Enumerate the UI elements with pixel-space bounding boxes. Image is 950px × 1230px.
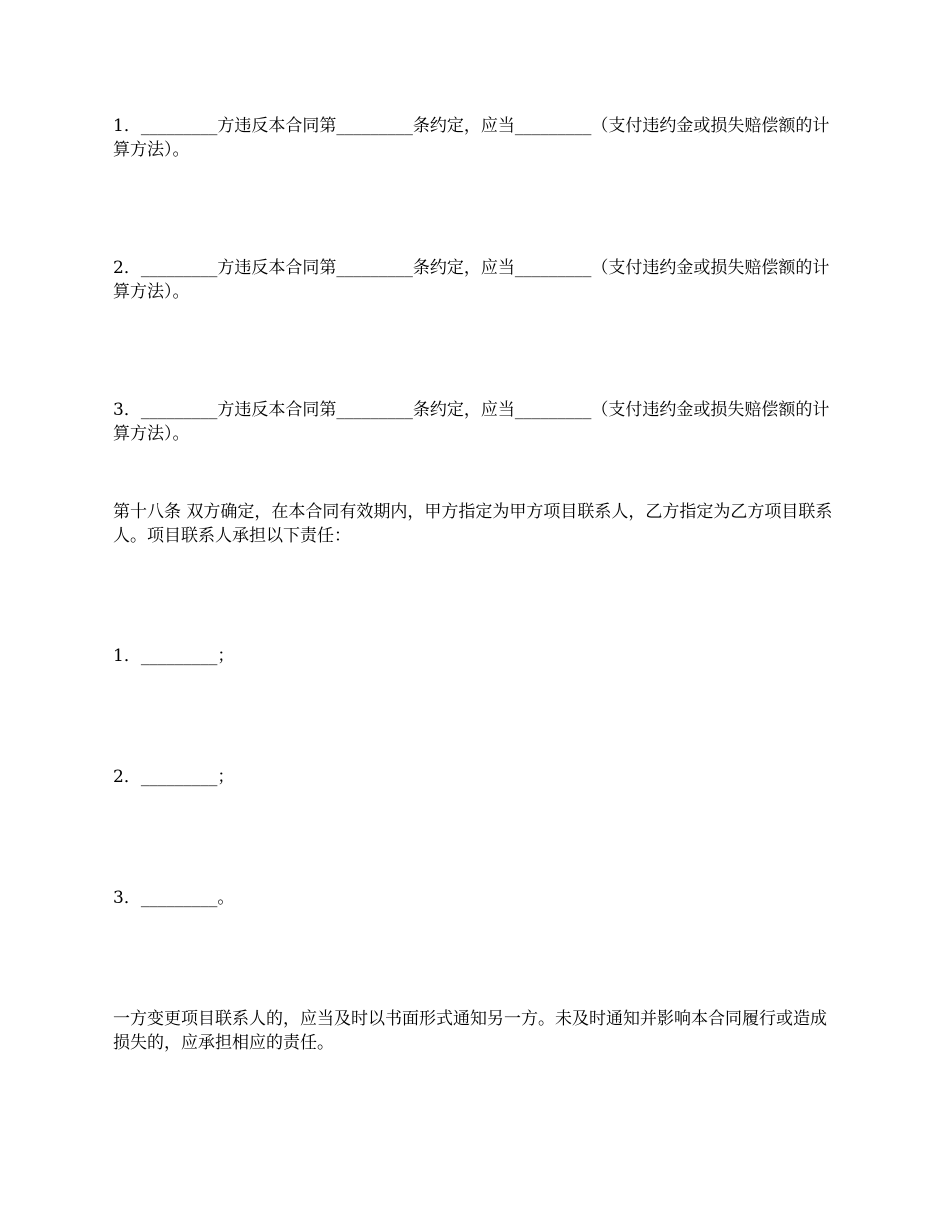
responsibility-item-2: 2．_________； [113,767,235,787]
penalty-clause-2: 2．_________方违反本合同第_________条约定，应当_________（支付违约金或损失赔偿额的计算方法）。 [113,258,830,302]
contact-change-paragraph: 一方变更项目联系人的，应当及时以书面形式通知另一方。未及时通知并影响本合同履行或造成损失的，应承担相应的责任。 [113,1009,827,1053]
article-18-paragraph: 第十八条 双方确定，在本合同有效期内，甲方指定为甲方项目联系人，乙方指定为乙方项目联系人。项目联系人承担以下责任： [113,502,833,546]
responsibility-item-3: 3．_________。 [113,888,235,908]
penalty-clause-1: 1．_________方违反本合同第_________条约定，应当_________（支付违约金或损失赔偿额的计算方法）。 [113,116,830,160]
responsibility-item-1: 1．_________； [113,646,235,666]
penalty-clause-3: 3．_________方违反本合同第_________条约定，应当_________（支付违约金或损失赔偿额的计算方法）。 [113,400,830,444]
